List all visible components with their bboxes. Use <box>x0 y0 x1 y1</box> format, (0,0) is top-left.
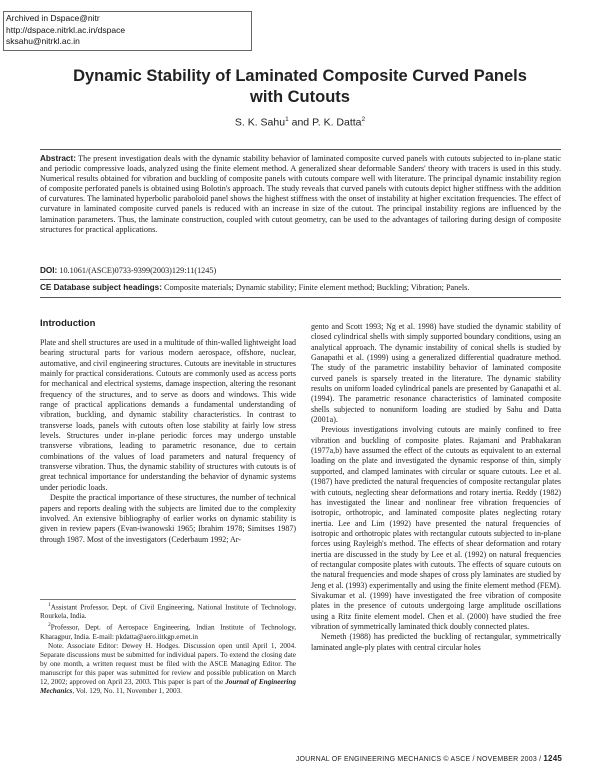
footnotes <box>40 601 296 696</box>
editor-note-journal: Journal of Engineering Mechanics <box>40 677 297 695</box>
intro-paragraph-5: Nemeth (1988) has predicted the buckling of rectangular, symmetrically laminated angle-ply plates with central circular holes <box>311 632 561 652</box>
author-2-affil: 2 <box>361 116 366 123</box>
abstract-text: The present investigation deals with the dynamic stability behavior of laminated composite curved panels with cutouts subjected to in-plane static and periodic compressive loads, analyzed using the finite element method. A generalized shear deformable Sanders' theory with tracers is used in this study. Numerical results obtained for vibration and buckling of composite panels with cutouts compare well with literature. The principal dynamic instability region of composite perforated panels is obtained using Bolotin's approach. The study reveals that curved panels with cutouts depict higher stiffness with the addition of curvatures. The laminated hyperbolic paraboloid panel shows the highest stiffness with the onset of instability at higher excitation frequencies. The effect of curvature in laminated composite curved panels is reduced with an increase in size of the cutout. The principal instability regions are influenced by the lamination parameters. Thus, the laminate construction, coupled with cutout geometry, can be used to the advantages of tailoring during design of composite structures for practical applications. <box>40 154 561 234</box>
footnote-1: Assistant Professor, Dept. of Civil Engineering, National Institute of Technology, Rourkela, India. <box>40 603 296 621</box>
doi-rule <box>40 279 561 280</box>
abstract-end-rule <box>40 297 561 298</box>
ce-value: Composite materials; Dynamic stability; Finite element method; Buckling; Vibration; Panels. <box>163 283 470 292</box>
intro-paragraph-3: gento and Scott 1993; Ng et al. 1998) have studied the dynamic stability of closed cylindrical shells with simply supported boundary conditions, using an analytical approach. The dynamic instability of conical shells is studied by Ganapathi et al. (1999) using a generalized differential quadrature method. The study of the parametric instability behavior of laminated composite curved panels is sparsely treated in the literature. The dynamic stability results on uniform loaded cylindrical panels are presented by Ganapathi et al. (1994). The parametric resonance characteristics of laminated composite shells subjected to nonuniform loading are studied by Sahu and Datta (2001a). <box>311 322 561 425</box>
paper-title <box>20 66 580 108</box>
author-conjunction: and <box>291 116 310 129</box>
doi <box>40 266 561 275</box>
editor-note: Note. Associate Editor: Dewey H. Hodges. Discussion open until April 1, 2004. Separate discussions must be submitted for individual papers. To extend the closing date by one month, a written request must be filed with the ASCE Managing Editor. The manuscript for this paper was submitted for review and possible publication on March 12, 2002; approved on April 23, 2003. This paper is part of the <box>40 641 296 686</box>
authors <box>20 116 580 129</box>
intro-paragraph-4: Previous investigations involving cutouts are mainly confined to free vibration and buckling of composite plates. Rajamani and Prabhakaran (1977a,b) have assumed the effect of the cutouts as equivalent to an external loading on the plate and investigated the dynamic response of thin, simply supported, and clamped laminates with circular or square cutouts. Lee et al. (1987) have predicted the natural frequencies of composite rectangular plates with cutouts, neglecting shear deformations and rotary inertia. Reddy (1982) has investigated the linear and nonlinear free vibration frequencies of isotropic, orthotropic, and laminated composite plates neglecting rotary inertia. Lee and Lim (1992) have presented the natural frequencies of isotropic and orthotropic plates with rectangular cutouts subjected to in-plane forces using Rayleigh's method. The effects of shear deformation and rotary inertia are discussed in the study by Lee et al. (1992) on natural frequencies of rectangular composite plates with cutouts. The effects of square cutouts on the natural frequencies and mode shapes of cross ply laminates are studied by Jeng et al. (1993) experimentally and using the finite element method (FEM). Sivakumar et al. (1999) have investigated the free vibration of composite plates in the presence of cutouts undergoing large amplitude oscillations using a Ritz finite element model. Chen et al. (2000) have studied the free vibration of symmetrically laminated thick doubly connected plates. <box>311 425 561 631</box>
doi-label: DOI: <box>40 266 58 275</box>
author-1-affil: 1 <box>285 116 289 123</box>
abstract <box>40 154 561 235</box>
archive-line-1: Archived in Dspace@nitr <box>6 13 100 23</box>
doi-value[interactable]: 10.1061/(ASCE)0733-9399(2003)129:11(1245) <box>59 266 217 275</box>
intro-paragraph-1: Plate and shell structures are used in a multitude of thin-walled lightweight load bearing structural parts for various modern aerospace, offshore, nuclear, automative, and civil engineering structures. Cutouts are inevitable in structures mainly for practical considerations. Cutouts are commonly used as access ports for mechanical and electrical systems, damage inspection, altering the resonant frequency of the structures, and to serve as doors and windows. This wide range of practical applications demands a fundamental understanding of vibration, buckling, and dynamic stability characteristics. In contrast to transverse loads, panels with cutouts often lose stability at fairly low stress levels. Structures under in-plane periodic forces may undergo unstable transverse vibrations, leading to parametric resonance, due to certain combinations of the values of load parameters and natural frequency of transverse vibration. Thus, the dynamic stability of structures with cutouts is of great technical importance for understanding the behavior of dynamic systems under periodic loads. <box>40 338 296 492</box>
paper-title-line-2: with Cutouts <box>250 88 350 106</box>
intro-paragraph-2: Despite the practical importance of these structures, the number of technical papers and reports dealing with the subjects are limited due to the complexity involved. An extensive bibliography of earlier works on dynamic stability is given in review papers (Evan-iwanowski 1965; Ibrahim 1978; Simitses 1987) through 1987. Most of the investigators (Cederbaum 1992; Ar- <box>40 493 296 544</box>
paper-title-line-1: Dynamic Stability of Laminated Composite Curved Panels <box>73 67 527 85</box>
page-number: 1245 <box>543 754 562 763</box>
footnote-1-mark: 1 <box>48 602 51 608</box>
ce-subject-headings <box>40 283 561 292</box>
page-footer <box>296 754 562 763</box>
ce-label: CE Database subject headings: <box>40 283 162 292</box>
abstract-label: Abstract: <box>40 154 76 163</box>
archive-stamp <box>3 11 252 51</box>
editor-note-tail: , Vol. 129, No. 11, November 1, 2003. <box>72 686 183 695</box>
footnote-rule <box>40 599 296 600</box>
left-column <box>40 338 296 545</box>
header-rule <box>40 149 561 150</box>
footnote-2: Professor, Dept. of Aerospace Engineering, Indian Institute of Technology, Kharagpur, India. E-mail: pkdatta@aero.iitkgp.ernet.in <box>40 623 296 641</box>
section-heading-introduction: Introduction <box>40 318 96 329</box>
archive-url[interactable]: http://dspace.nitrkl.ac.in/dspace <box>6 24 126 35</box>
footer-journal: JOURNAL OF ENGINEERING MECHANICS © ASCE / NOVEMBER 2003 / <box>295 756 542 763</box>
right-column <box>311 322 561 653</box>
archive-email[interactable]: sksahu@nitrkl.ac.in <box>6 36 80 46</box>
footnote-2-mark: 2 <box>48 622 51 629</box>
author-2: P. K. Datta <box>312 116 362 129</box>
author-1: S. K. Sahu <box>234 116 286 129</box>
